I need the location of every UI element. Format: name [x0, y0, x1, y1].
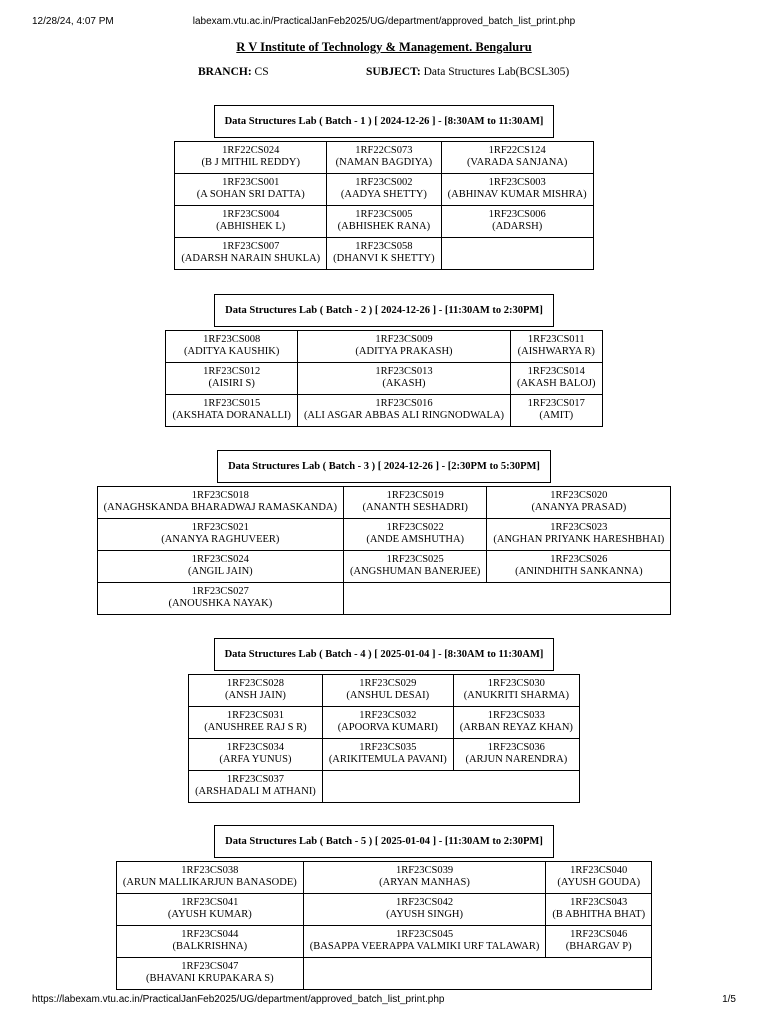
batch-section: [0, 450, 768, 615]
student-cell: [303, 862, 546, 894]
student-name: (AKASH): [382, 378, 426, 389]
student-name: (B ABHITHA BHAT): [552, 909, 646, 920]
student-usn: 1RF23CS041: [181, 897, 239, 908]
student-cell: [175, 238, 327, 270]
student-name: (ANSH JAIN): [224, 690, 286, 701]
student-name: (ARIKITEMULA PAVANI): [328, 754, 447, 765]
branch-value: CS: [254, 66, 269, 78]
student-cell: [166, 363, 297, 395]
student-name: (ANGSHUMAN BANERJEE): [350, 566, 481, 577]
student-cell: [344, 551, 487, 583]
student-name: (ADARSH): [492, 221, 543, 232]
table-row: [97, 583, 671, 615]
student-cell: [116, 958, 303, 990]
student-cell: [441, 206, 593, 238]
table-row: [175, 174, 593, 206]
page-number: 1/5: [722, 994, 736, 1005]
footer-url: https://labexam.vtu.ac.in/PracticalJanFeb2025/UG/department/approved_batch_list_print.php: [32, 994, 445, 1005]
student-usn: 1RF23CS015: [203, 398, 261, 409]
student-cell: [97, 487, 343, 519]
student-name: (B J MITHIL REDDY): [201, 157, 300, 168]
student-usn: 1RF23CS016: [375, 398, 433, 409]
student-usn: 1RF23CS005: [355, 209, 413, 220]
student-cell: [327, 142, 441, 174]
student-cell: [189, 675, 323, 707]
student-cell: [441, 174, 593, 206]
student-usn: 1RF23CS045: [395, 929, 454, 940]
batch-table: [97, 486, 672, 615]
student-usn: 1RF23CS047: [181, 961, 239, 972]
student-name: (ANUKRITI SHARMA): [463, 690, 569, 701]
student-usn: 1RF23CS043: [570, 897, 628, 908]
student-name: (ANANYA RAGHUVEER): [161, 534, 280, 545]
student-name: (AMIT): [539, 410, 574, 421]
student-name: (ANOUSHKA NAYAK): [168, 598, 273, 609]
batch-section: [0, 825, 768, 990]
student-cell: [116, 894, 303, 926]
student-cell: [189, 739, 323, 771]
student-usn: 1RF22CS024: [222, 145, 280, 156]
student-cell: [546, 926, 652, 958]
student-usn: 1RF23CS011: [527, 334, 585, 345]
table-row: [175, 142, 593, 174]
student-usn: 1RF23CS001: [222, 177, 280, 188]
student-cell: [546, 862, 652, 894]
student-name: (ANUSHREE RAJ S R): [204, 722, 307, 733]
student-usn: 1RF23CS042: [395, 897, 454, 908]
student-name: (AISIRI S): [208, 378, 255, 389]
student-name: (ARJUN NARENDRA): [465, 754, 568, 765]
student-cell: [546, 894, 652, 926]
batch-title: Data Structures Lab ( Batch - 4 ) [ 2025-01-04 ] - [8:30AM to 11:30AM]: [214, 638, 555, 671]
student-usn: 1RF23CS009: [375, 334, 433, 345]
student-usn: 1RF23CS022: [386, 522, 444, 533]
batch-table: [174, 141, 593, 270]
subject-line: [366, 66, 569, 78]
table-row: [116, 926, 651, 958]
student-cell: [453, 675, 579, 707]
student-cell: [116, 926, 303, 958]
student-cell: [327, 174, 441, 206]
student-name: (ANSHUL DESAI): [346, 690, 430, 701]
student-usn: 1RF23CS035: [359, 742, 417, 753]
student-name: (AYUSH SINGH): [386, 909, 463, 920]
table-row: [116, 862, 651, 894]
student-usn: 1RF23CS031: [226, 710, 285, 721]
student-name: (BHARGAV P): [565, 941, 632, 952]
student-name: (ANAGHSKANDA BHARADWAJ RAMASKANDA): [103, 502, 338, 513]
empty-cell: [344, 583, 671, 615]
student-name: (ALI ASGAR ABBAS ALI RINGNODWALA): [303, 410, 505, 421]
student-name: (ARSHADALI M ATHANI): [195, 786, 316, 797]
student-usn: 1RF23CS004: [222, 209, 280, 220]
student-usn: 1RF23CS034: [226, 742, 285, 753]
student-usn: 1RF23CS025: [386, 554, 444, 565]
student-usn: 1RF23CS036: [487, 742, 545, 753]
student-usn: 1RF23CS038: [181, 865, 239, 876]
student-cell: [303, 926, 546, 958]
student-name: (ANGIL JAIN): [188, 566, 253, 577]
batch-section: [0, 105, 768, 270]
student-cell: [116, 862, 303, 894]
table-row: [166, 395, 602, 427]
table-row: [166, 331, 602, 363]
student-usn: 1RF23CS033: [487, 710, 545, 721]
student-cell: [327, 238, 441, 270]
student-usn: 1RF23CS029: [359, 678, 417, 689]
student-usn: 1RF23CS006: [488, 209, 546, 220]
student-cell: [175, 174, 327, 206]
table-row: [189, 707, 580, 739]
student-usn: 1RF23CS019: [386, 490, 444, 501]
student-usn: 1RF23CS040: [570, 865, 628, 876]
student-name: (ADITYA KAUSHIK): [184, 346, 280, 357]
student-cell: [453, 739, 579, 771]
student-usn: 1RF23CS020: [550, 490, 608, 501]
student-usn: 1RF23CS032: [359, 710, 417, 721]
student-usn: 1RF22CS124: [488, 145, 546, 156]
student-name: (DHANVI K SHETTY): [333, 253, 435, 264]
student-cell: [487, 551, 671, 583]
student-cell: [297, 331, 510, 363]
table-row: [97, 487, 671, 519]
student-usn: 1RF23CS021: [191, 522, 249, 533]
student-name: (VARADA SANJANA): [466, 157, 568, 168]
student-cell: [344, 487, 487, 519]
student-cell: [487, 519, 671, 551]
student-name: (APOORVA KUMARI): [337, 722, 438, 733]
student-cell: [441, 142, 593, 174]
student-cell: [344, 519, 487, 551]
student-cell: [511, 395, 602, 427]
empty-cell: [303, 958, 651, 990]
empty-cell: [441, 238, 593, 270]
student-cell: [166, 395, 297, 427]
student-name: (AYUSH KUMAR): [167, 909, 252, 920]
student-usn: 1RF23CS023: [550, 522, 608, 533]
student-name: (ANDE AMSHUTHA): [366, 534, 465, 545]
student-name: (AKASH BALOJ): [517, 378, 596, 389]
student-cell: [327, 206, 441, 238]
student-usn: 1RF23CS030: [487, 678, 545, 689]
student-usn: 1RF23CS039: [395, 865, 454, 876]
student-name: (AYUSH GOUDA): [557, 877, 641, 888]
student-name: (ARYAN MANHAS): [379, 877, 470, 888]
print-datetime: 12/28/24, 4:07 PM: [32, 16, 114, 27]
student-name: (AADYA SHETTY): [340, 189, 427, 200]
student-usn: 1RF23CS028: [226, 678, 285, 689]
batch-title: Data Structures Lab ( Batch - 3 ) [ 2024-12-26 ] - [2:30PM to 5:30PM]: [217, 450, 551, 483]
student-cell: [166, 331, 297, 363]
table-row: [116, 894, 651, 926]
table-row: [189, 771, 580, 803]
student-name: (ABHISHEK RANA): [337, 221, 431, 232]
student-usn: 1RF23CS008: [203, 334, 261, 345]
table-row: [97, 519, 671, 551]
student-name: (ARUN MALLIKARJUN BANASODE): [122, 877, 297, 888]
batch-table: [165, 330, 602, 427]
table-row: [189, 675, 580, 707]
table-row: [116, 958, 651, 990]
student-cell: [189, 771, 323, 803]
student-usn: 1RF22CS073: [355, 145, 413, 156]
student-name: (ABHINAV KUMAR MISHRA): [447, 189, 587, 200]
student-name: (ABHISHEK L): [216, 221, 286, 232]
student-usn: 1RF23CS024: [191, 554, 249, 565]
institute-title: R V Institute of Technology & Management. Bengaluru: [236, 40, 532, 54]
batch-title: Data Structures Lab ( Batch - 5 ) [ 2025-01-04 ] - [11:30AM to 2:30PM]: [214, 825, 554, 858]
batch-title: Data Structures Lab ( Batch - 2 ) [ 2024-12-26 ] - [11:30AM to 2:30PM]: [214, 294, 554, 327]
student-cell: [297, 363, 510, 395]
student-usn: 1RF23CS026: [550, 554, 608, 565]
print-url: labexam.vtu.ac.in/PracticalJanFeb2025/UG/department/approved_batch_list_print.php: [192, 16, 576, 27]
student-name: (ANGHAN PRIYANK HARESHBHAI): [493, 534, 665, 545]
table-row: [189, 739, 580, 771]
student-cell: [97, 519, 343, 551]
student-name: (ANANYA PRASAD): [531, 502, 627, 513]
branch-label: BRANCH:: [198, 66, 252, 78]
branch-line: [198, 66, 269, 78]
student-cell: [303, 894, 546, 926]
student-name: (ADARSH NARAIN SHUKLA): [181, 253, 321, 264]
student-name: (ADITYA PRAKASH): [355, 346, 453, 357]
student-name: (ARBAN REYAZ KHAN): [459, 722, 573, 733]
student-name: (AKSHATA DORANALLI): [172, 410, 291, 421]
student-name: (BASAPPA VEERAPPA VALMIKI URF TALAWAR): [309, 941, 540, 952]
student-name: (AISHWARYA R): [517, 346, 595, 357]
student-usn: 1RF23CS012: [203, 366, 261, 377]
student-usn: 1RF23CS058: [355, 241, 413, 252]
student-usn: 1RF23CS044: [181, 929, 239, 940]
batch-title: Data Structures Lab ( Batch - 1 ) [ 2024-12-26 ] - [8:30AM to 11:30AM]: [214, 105, 555, 138]
student-cell: [175, 142, 327, 174]
student-usn: 1RF23CS002: [355, 177, 413, 188]
student-usn: 1RF23CS014: [527, 366, 585, 377]
student-name: (NAMAN BAGDIYA): [335, 157, 433, 168]
empty-cell: [322, 771, 579, 803]
student-cell: [97, 583, 343, 615]
student-cell: [297, 395, 510, 427]
student-cell: [453, 707, 579, 739]
student-usn: 1RF23CS013: [375, 366, 433, 377]
table-row: [175, 238, 593, 270]
batch-section: [0, 294, 768, 427]
student-usn: 1RF23CS046: [570, 929, 628, 940]
student-cell: [322, 707, 453, 739]
student-name: (A SOHAN SRI DATTA): [196, 189, 305, 200]
student-usn: 1RF23CS003: [488, 177, 546, 188]
student-name: (BALKRISHNA): [172, 941, 248, 952]
batch-section: [0, 638, 768, 803]
student-usn: 1RF23CS007: [222, 241, 280, 252]
subject-value: Data Structures Lab(BCSL305): [423, 66, 570, 78]
student-cell: [175, 206, 327, 238]
student-name: (ANINDHITH SANKANNA): [515, 566, 643, 577]
table-row: [97, 551, 671, 583]
student-usn: 1RF23CS018: [191, 490, 249, 501]
student-cell: [511, 363, 602, 395]
student-usn: 1RF23CS027: [191, 586, 249, 597]
batch-table: [188, 674, 580, 803]
batch-table: [116, 861, 652, 990]
student-name: (ARFA YUNUS): [219, 754, 292, 765]
student-usn: 1RF23CS037: [226, 774, 285, 785]
student-cell: [322, 675, 453, 707]
student-cell: [97, 551, 343, 583]
table-row: [166, 363, 602, 395]
student-name: (BHAVANI KRUPAKARA S): [146, 973, 274, 984]
student-usn: 1RF23CS017: [527, 398, 585, 409]
student-cell: [189, 707, 323, 739]
student-cell: [487, 487, 671, 519]
student-cell: [511, 331, 602, 363]
student-name: (ANANTH SESHADRI): [362, 502, 468, 513]
subject-label: SUBJECT:: [366, 66, 421, 78]
student-cell: [322, 739, 453, 771]
table-row: [175, 206, 593, 238]
